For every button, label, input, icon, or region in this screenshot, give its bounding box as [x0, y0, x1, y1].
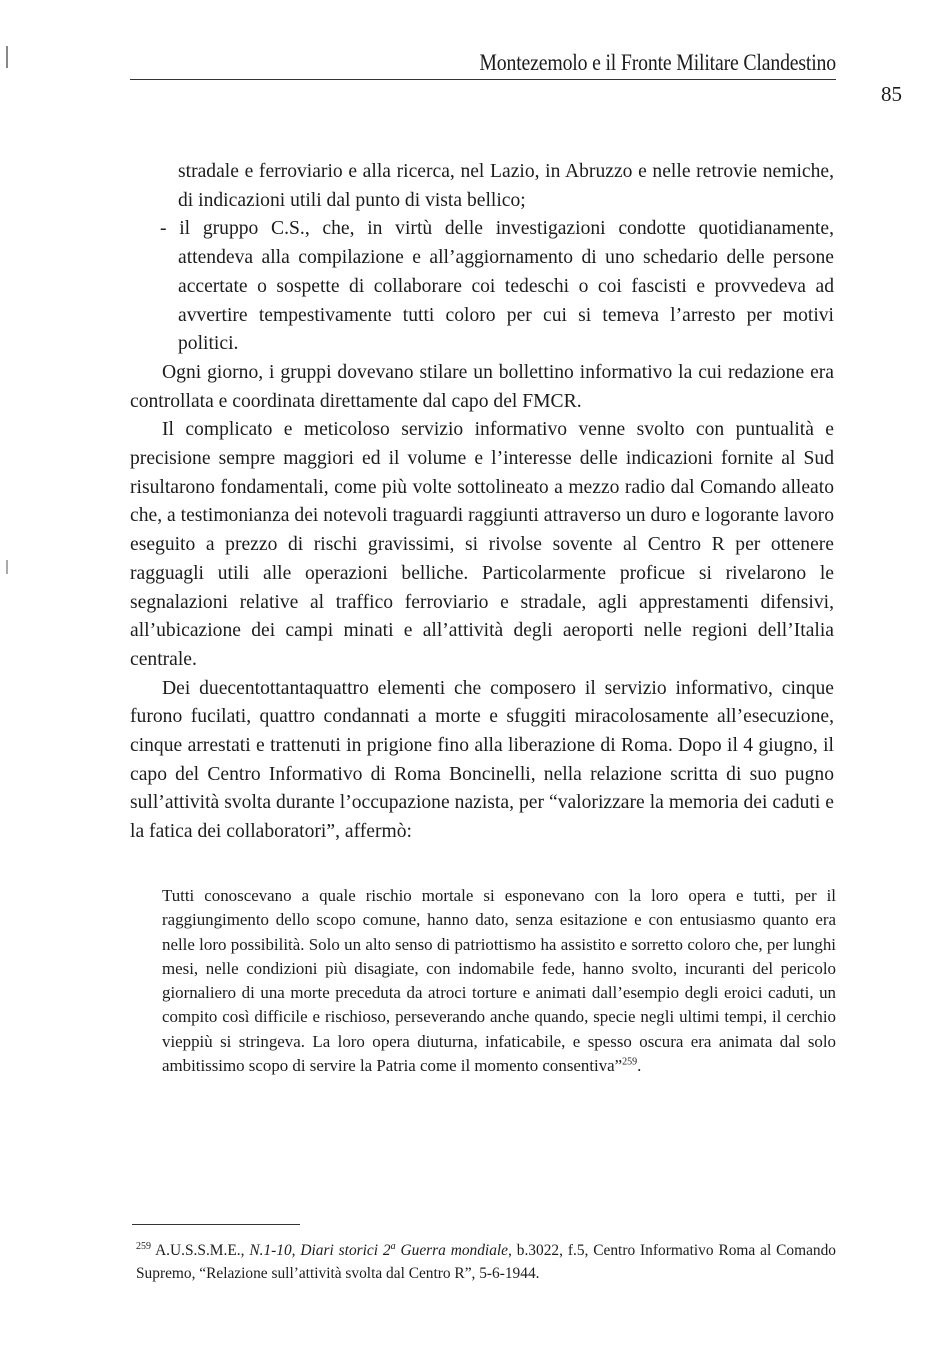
footnote-series: N.1-10, Diari storici 2	[249, 1242, 391, 1259]
list-item-continuation: stradale e ferroviario e alla ricerca, nel Lazio, in Abruzzo e nelle retrovie nemiche, di indicazioni utili dal punto di vista bellico;	[178, 161, 834, 211]
footnote-reference[interactable]: 259	[622, 1056, 638, 1068]
paragraph: Ogni giorno, i gruppi dovevano stilare un bollettino informativo la cui redazione era controllata e coordinata direttamente dal capo del FMCR.	[130, 361, 834, 412]
footnote-source: A.U.S.S.M.E.,	[155, 1242, 250, 1259]
body-text	[130, 158, 834, 847]
scan-edge-mark	[6, 46, 8, 68]
footnote-details: , b.3022, f.5, Centro Informativo Roma al Comando Supremo, “Relazione sull’attività svolta dal Centro R”, 5-6-1944.	[136, 1242, 836, 1282]
block-quote	[162, 884, 836, 1078]
header-rule	[130, 79, 836, 80]
list-item-cs-group: - il gruppo C.S., che, in virtù delle investigazioni condotte quotidianamente, attendeva alla compilazione e all’aggiornamento di uno schedario delle persone accertate o sospette di collaborare coi tedeschi o coi fascisti e provvedeva ad avvertire tempestivamente tutti coloro per cui si temeva l’arresto per motivi politici.	[160, 218, 834, 355]
footnote-war: Guerra mondiale	[395, 1242, 509, 1259]
page-number: 85	[881, 82, 902, 106]
footnote-ordinal-sup: a	[390, 1240, 396, 1252]
paragraph: Dei duecentottantaquattro elementi che composero il servizio informativo, cinque furono fucilati, quattro condannati a morte e sfuggiti miracolosamente all’esecuzione, cinque arrestati e trattenuti in prigione fino alla liberazione di Roma. Dopo il 4 giugno, il capo del Centro Informativo di Roma Boncinelli, nella relazione scritta di suo pugno sull’attività svolta durante l’occupazione nazista, per “valorizzare la memoria dei caduti e la fatica dei collaboratori”, affermò:	[130, 677, 834, 843]
quote-end-punctuation: .	[637, 1056, 642, 1076]
footnote-number-sup: 259	[136, 1240, 151, 1252]
footnote-number	[136, 1242, 151, 1259]
running-title: Montezemolo e il Fronte Militare Clandestino	[479, 50, 836, 75]
paragraph: Il complicato e meticoloso servizio informativo venne svolto con puntualità e precisione sempre maggiori ed il volume e l’interesse delle indicazioni fornite al Sud risultarono fondamentali, come più volte sottolineato a mezzo radio dal Comando alleato che, a testimonianza dei notevoli traguardi raggiunti attraverso un duro e logorante lavoro eseguito a prezzo di rischi gravissimi, si rivolse sovente al Centro R per ottenere ragguagli utili alle operazioni belliche. Particolarmente proficue si rivelarono le segnalazioni relative al traffico ferroviario e stradale, agli apprestamenti difensivi, all’ubicazione dei campi minati e all’attività degli aeroporti nelle regioni dell’Italia centrale.	[130, 419, 834, 670]
footnote	[136, 1239, 836, 1285]
footnote-rule	[132, 1224, 300, 1225]
scan-edge-mark	[6, 560, 8, 574]
quote-text: Tutti conoscevano a quale rischio mortale si esponevano con la loro opera e tutti, per il raggiungimento dello scopo comune, hanno dato, senza esitazione e con entusiasmo quanto era nelle loro possibilità. Solo un alto senso di patriottismo ha assistito e sorretto coloro che, per lunghi mesi, nelle condizioni più disagiate, con indomabile fede, hanno svolto, incuranti del pericolo giornaliero di una morte preceduta da atroci torture e animati dall’esempio degli eroici caduti, un compito così difficile e rischioso, perseverando anche quando, specie negli ultimi tempi, il cerchio vieppiù si stringeva. La loro opera diuturna, infaticabile, e spesso oscura era animata dal solo ambitissimo scopo di servire la Patria come il momento consentiva”	[162, 886, 836, 1076]
